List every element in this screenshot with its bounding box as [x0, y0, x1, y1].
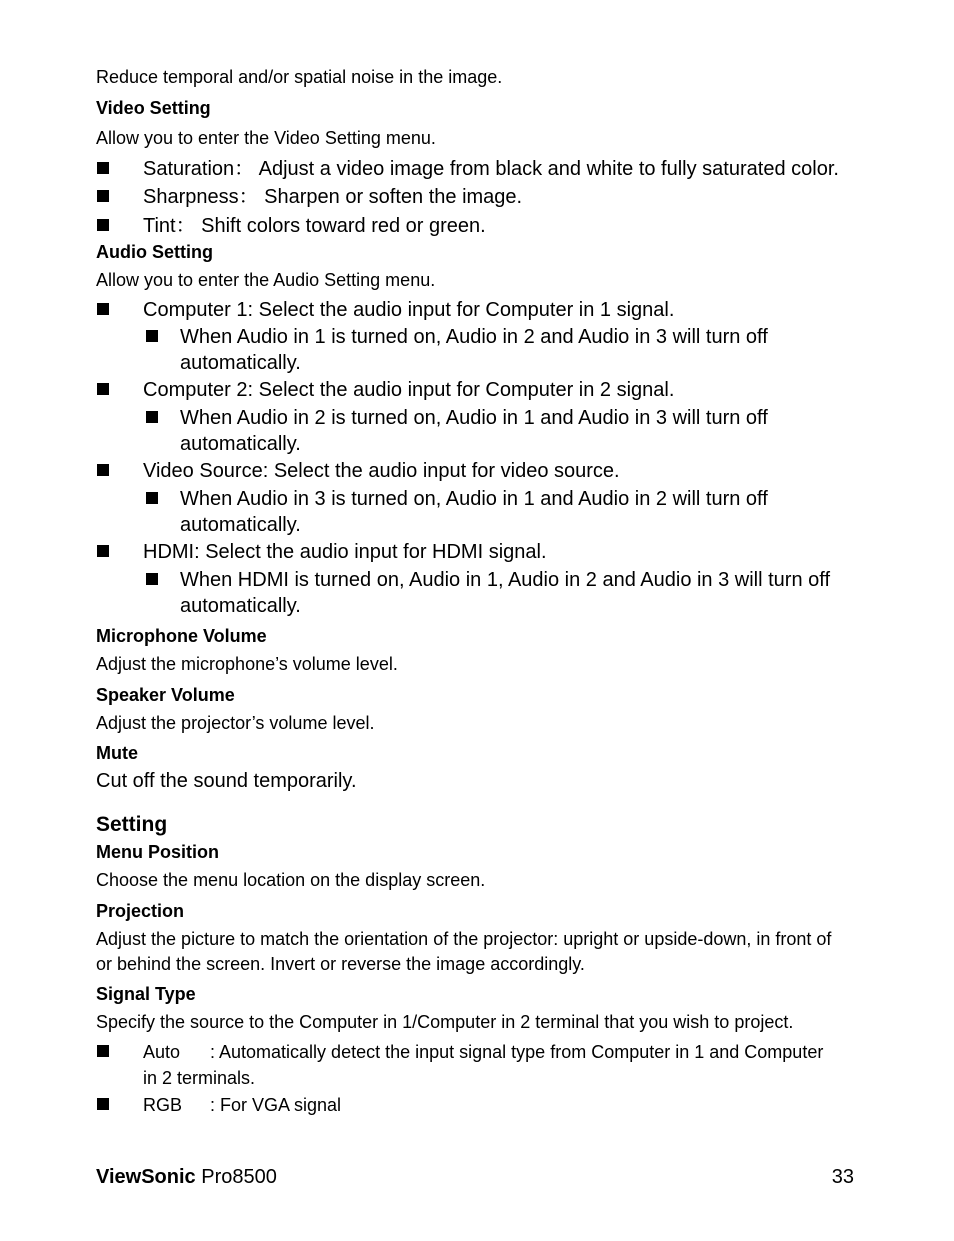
tint-item: Tint： Shift colors toward red or green. — [143, 215, 486, 237]
video-source-sub-line2: automatically. — [180, 514, 301, 536]
bullet-icon — [97, 464, 109, 476]
computer2-sub-line2: automatically. — [180, 433, 301, 455]
saturation-item: Saturation： Adjust a video image from black and white to fully saturated color. — [143, 158, 839, 180]
mute-desc: Cut off the sound temporarily. — [96, 770, 357, 792]
auto-label: Auto — [143, 1042, 181, 1062]
menu-position-desc: Choose the menu location on the display screen. — [96, 870, 486, 890]
bullet-icon — [97, 1045, 109, 1057]
computer2-item: Computer 2: Select the audio input for Computer in 2 signal. — [143, 379, 675, 401]
computer2-sub-line1: When Audio in 2 is turned on, Audio in 1 and Audio in 3 will turn off — [180, 407, 768, 429]
mute-heading: Mute — [96, 743, 138, 763]
sub-bullet-icon — [146, 492, 158, 504]
hdmi-sub-line2: automatically. — [180, 595, 301, 617]
setting-section-title: Setting — [96, 813, 168, 836]
computer1-sub-line1: When Audio in 1 is turned on, Audio in 2 and Audio in 3 will turn off — [180, 326, 768, 348]
sub-bullet-icon — [146, 573, 158, 585]
rgb-label: RGB — [143, 1095, 183, 1115]
bullet-icon — [97, 303, 109, 315]
bullet-icon — [97, 545, 109, 557]
footer-product — [96, 1164, 277, 1190]
video-setting-heading: Video Setting — [96, 98, 211, 118]
computer1-sub-line2: automatically. — [180, 352, 301, 374]
page-number: 33 — [831, 1166, 854, 1188]
menu-position-heading: Menu Position — [96, 842, 219, 862]
bullet-icon — [97, 162, 109, 174]
auto-text-line2: in 2 terminals. — [143, 1068, 256, 1088]
computer1-item: Computer 1: Select the audio input for Computer in 1 signal. — [143, 299, 675, 321]
intro-text: Reduce temporal and/or spatial noise in the image. — [96, 67, 503, 87]
signal-type-heading: Signal Type — [96, 984, 196, 1004]
signal-type-desc: Specify the source to the Computer in 1/Computer in 2 terminal that you wish to project. — [96, 1012, 794, 1032]
microphone-volume-desc: Adjust the microphone’s volume level. — [96, 654, 398, 674]
bullet-icon — [97, 190, 109, 202]
bullet-icon — [97, 219, 109, 231]
rgb-text: : For VGA signal — [210, 1095, 342, 1115]
audio-setting-desc: Allow you to enter the Audio Setting menu. — [96, 270, 436, 290]
speaker-volume-desc: Adjust the projector’s volume level. — [96, 713, 375, 733]
video-source-item: Video Source: Select the audio input for video source. — [143, 460, 620, 482]
footer-model: Pro8500 — [201, 1166, 277, 1188]
auto-text-line1: : Automatically detect the input signal type from Computer in 1 and Computer — [210, 1042, 824, 1062]
projection-heading: Projection — [96, 901, 185, 921]
video-source-sub-line1: When Audio in 3 is turned on, Audio in 1 and Audio in 2 will turn off — [180, 488, 768, 510]
hdmi-sub-line1: When HDMI is turned on, Audio in 1, Audio in 2 and Audio in 3 will turn off — [180, 569, 831, 591]
footer-brand: ViewSonic — [96, 1166, 196, 1188]
video-setting-desc: Allow you to enter the Video Setting menu. — [96, 128, 436, 148]
projection-desc-line2: or behind the screen. Invert or reverse the image accordingly. — [96, 954, 585, 974]
bullet-icon — [97, 383, 109, 395]
hdmi-item: HDMI: Select the audio input for HDMI signal. — [143, 541, 547, 563]
sub-bullet-icon — [146, 330, 158, 342]
microphone-volume-heading: Microphone Volume — [96, 626, 267, 646]
sharpness-item: Sharpness： Sharpen or soften the image. — [143, 186, 523, 208]
audio-setting-heading: Audio Setting — [96, 242, 213, 262]
bullet-icon — [97, 1098, 109, 1110]
sub-bullet-icon — [146, 411, 158, 423]
speaker-volume-heading: Speaker Volume — [96, 685, 235, 705]
projection-desc-line1: Adjust the picture to match the orientation of the projector: upright or upside-down, in front of — [96, 929, 832, 949]
